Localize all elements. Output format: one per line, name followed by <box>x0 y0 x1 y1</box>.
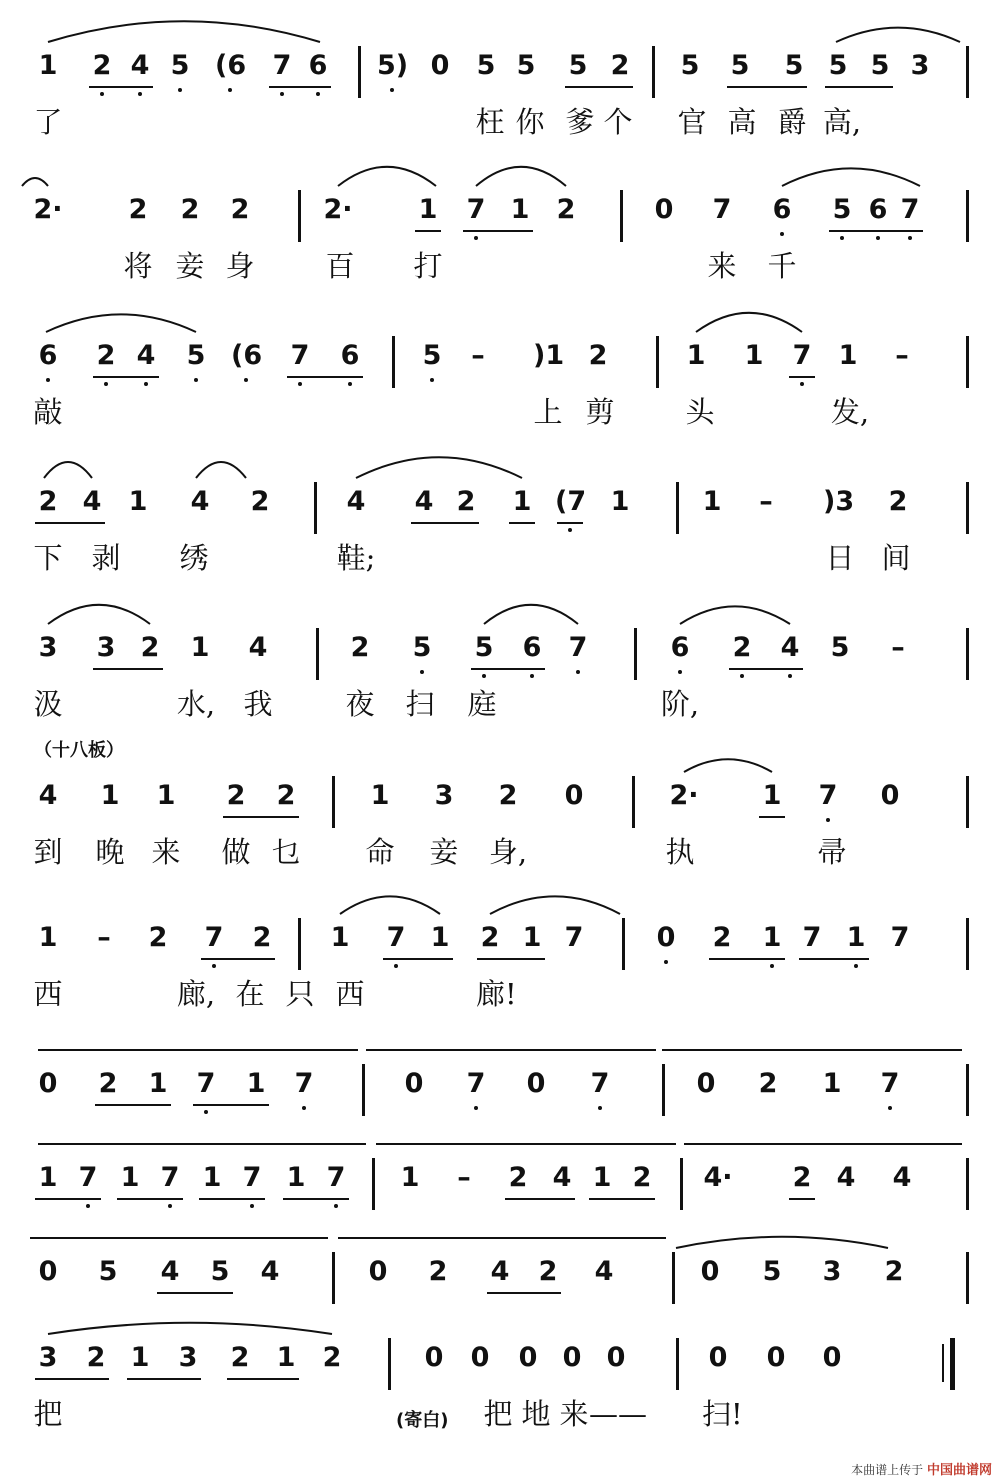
note: 4 <box>346 486 366 517</box>
note: 2 <box>128 194 148 225</box>
note: 1 <box>246 1068 266 1099</box>
note: 7 <box>818 780 838 811</box>
note: 7 <box>568 632 588 663</box>
lyric-syllable: 剥 <box>91 541 121 575</box>
lyric-syllable: 晚 <box>95 835 125 869</box>
note: 5 <box>568 50 588 81</box>
note: 2 <box>92 50 112 81</box>
slur-layer <box>0 482 1000 542</box>
slur-layer <box>0 628 1000 688</box>
note: 2 <box>230 1342 250 1373</box>
note: 2 <box>556 194 576 225</box>
lyric-syllable: 头 <box>685 395 715 429</box>
lyric-syllable: 了 <box>33 105 63 139</box>
music-system <box>0 628 1000 758</box>
note: 5 <box>476 50 496 81</box>
note: 0 <box>368 1256 388 1287</box>
note: 1 <box>846 922 866 953</box>
note: 0 <box>424 1342 444 1373</box>
note: 7 <box>890 922 910 953</box>
note: 3 <box>96 632 116 663</box>
note: 1 <box>38 1162 58 1193</box>
note: 2 <box>250 486 270 517</box>
note: 2 <box>322 1342 342 1373</box>
note: 2 <box>498 780 518 811</box>
lyric-syllable: 把 <box>483 1397 513 1431</box>
lyric-syllable: 汲 <box>33 687 63 721</box>
note: 4 <box>160 1256 180 1287</box>
note: 1 <box>822 1068 842 1099</box>
note: 0 <box>606 1342 626 1373</box>
note: 2 <box>140 632 160 663</box>
note: 5 <box>762 1256 782 1287</box>
note: 2 <box>86 1342 106 1373</box>
note: 1 <box>838 340 858 371</box>
note: 1 <box>418 194 438 225</box>
music-system <box>0 1338 1000 1468</box>
lyric-syllable: 庭 <box>467 687 497 721</box>
note: 3 <box>434 780 454 811</box>
lyric-syllable: 将 <box>123 249 153 283</box>
note: 5 <box>870 50 890 81</box>
note: 0 <box>822 1342 842 1373</box>
note: 7 <box>466 194 486 225</box>
music-system <box>0 482 1000 612</box>
note: – <box>97 922 111 953</box>
lyric-syllable: 爹 <box>565 105 595 139</box>
lyric-syllable: 我 <box>243 687 273 721</box>
note: 4 <box>38 780 58 811</box>
lyric-syllable: 爵 <box>777 105 807 139</box>
note: 2 <box>588 340 608 371</box>
note: 5 <box>680 50 700 81</box>
note: 0 <box>654 194 674 225</box>
watermark-upload-text: 本曲谱上传于 <box>851 1463 924 1477</box>
note: 1 <box>400 1162 420 1193</box>
note: 1 <box>148 1068 168 1099</box>
note: 7 <box>900 194 920 225</box>
note: 7 <box>78 1162 98 1193</box>
spoken-label: (寄白) <box>396 1410 449 1431</box>
lyric-syllable: 把 <box>33 1397 63 1431</box>
note: 7 <box>272 50 292 81</box>
note: 6 <box>868 194 888 225</box>
lyric-syllable: 上 <box>533 395 563 429</box>
lyric-syllable: 来 <box>559 1397 589 1431</box>
note: 1 <box>610 486 630 517</box>
note: 6 <box>772 194 792 225</box>
lyric-syllable: 妾 <box>429 835 459 869</box>
note: 4 <box>892 1162 912 1193</box>
note: 1 <box>38 922 58 953</box>
lyric-syllable: 来 <box>707 249 737 283</box>
note: 4 <box>190 486 210 517</box>
lyric-syllable: 廊, <box>176 977 216 1011</box>
lyric-syllable: 身, <box>488 835 528 869</box>
slur-layer <box>0 776 1000 836</box>
note: 4 <box>594 1256 614 1287</box>
note: 0 <box>700 1256 720 1287</box>
note: 2 <box>98 1068 118 1099</box>
note: 6 <box>670 632 690 663</box>
note: 1 <box>120 1162 140 1193</box>
note: – <box>471 340 485 371</box>
note: 7 <box>326 1162 346 1193</box>
note: 1 <box>100 780 120 811</box>
slur-layer <box>0 1064 1000 1124</box>
note: 3 <box>178 1342 198 1373</box>
note: 6 <box>308 50 328 81</box>
note: 7 <box>386 922 406 953</box>
lyric-syllable: 来 <box>151 835 181 869</box>
note: 1 <box>38 50 58 81</box>
lyric-syllable: 绣 <box>179 541 209 575</box>
note: 5 <box>422 340 442 371</box>
note: 4 <box>490 1256 510 1287</box>
lyric-syllable: —— <box>589 1397 647 1431</box>
note: 7 <box>294 1068 314 1099</box>
note: 5 <box>830 632 850 663</box>
note: 6 <box>38 340 58 371</box>
lyric-syllable: 枉 <box>475 105 505 139</box>
lyric-syllable: 发, <box>830 395 870 429</box>
note: 1 <box>762 922 782 953</box>
note: 5) <box>377 50 409 81</box>
note: 2 <box>230 194 250 225</box>
note: 2· <box>669 780 699 811</box>
note: 1 <box>522 922 542 953</box>
note: 2 <box>180 194 200 225</box>
lyric-syllable: 廊! <box>476 977 517 1011</box>
lyric-syllable: 西 <box>335 977 365 1011</box>
note: 4 <box>260 1256 280 1287</box>
lyric-syllable: 剪 <box>585 395 615 429</box>
lyric-syllable: 日 <box>825 541 855 575</box>
note: 7 <box>802 922 822 953</box>
note: 1 <box>512 486 532 517</box>
note: 7 <box>792 340 812 371</box>
note: 1 <box>202 1162 222 1193</box>
note: 5 <box>170 50 190 81</box>
slur-arc <box>684 759 772 772</box>
lyric-syllable: 鞋; <box>336 541 376 575</box>
note: 2 <box>508 1162 528 1193</box>
lyric-syllable: 身 <box>225 249 255 283</box>
lyric-syllable: 乜 <box>271 835 301 869</box>
slur-arc <box>22 178 48 186</box>
lyric-syllable: 百 <box>325 249 355 283</box>
note: 4 <box>136 340 156 371</box>
note: 5 <box>784 50 804 81</box>
note: 0 <box>708 1342 728 1373</box>
note: 0 <box>656 922 676 953</box>
note: 4· <box>703 1162 733 1193</box>
lyric-syllable: 打 <box>413 249 443 283</box>
lyric-syllable: 敲 <box>33 395 63 429</box>
note: 5 <box>832 194 852 225</box>
note: 1 <box>592 1162 612 1193</box>
note: – <box>891 632 905 663</box>
note: 3 <box>910 50 930 81</box>
note: 7 <box>204 922 224 953</box>
note: 1 <box>330 922 350 953</box>
lyric-syllable: 只 <box>285 977 315 1011</box>
note: 0 <box>766 1342 786 1373</box>
lyric-syllable: 扫 <box>405 687 435 721</box>
lyric-syllable: 个 <box>603 105 633 139</box>
note: 7 <box>466 1068 486 1099</box>
note: 2 <box>276 780 296 811</box>
note: 0 <box>564 780 584 811</box>
note: 5 <box>474 632 494 663</box>
note: 5 <box>210 1256 230 1287</box>
watermark-site-name: 中国曲谱网 <box>926 1463 992 1478</box>
note: 1 <box>156 780 176 811</box>
note: 3 <box>822 1256 842 1287</box>
note: 4 <box>414 486 434 517</box>
note: 2 <box>148 922 168 953</box>
watermark <box>851 1459 992 1478</box>
section-label: （十八板） <box>34 740 124 761</box>
note: 0 <box>38 1256 58 1287</box>
note: 1 <box>510 194 530 225</box>
note: 1 <box>130 1342 150 1373</box>
lyric-syllable: 帚 <box>817 835 847 869</box>
note: 7 <box>880 1068 900 1099</box>
note: 1 <box>286 1162 306 1193</box>
lyric-syllable: 命 <box>365 835 395 869</box>
slur-layer <box>0 336 1000 396</box>
note: 1 <box>702 486 722 517</box>
lyric-syllable: 地 <box>521 1397 551 1431</box>
lyric-syllable: 夜 <box>345 687 375 721</box>
lyric-syllable: 扫! <box>702 1397 743 1431</box>
note: 2 <box>792 1162 812 1193</box>
note: )3 <box>823 486 855 517</box>
lyric-syllable: 千 <box>767 249 797 283</box>
lyric-syllable: 在 <box>235 977 265 1011</box>
note: 7 <box>590 1068 610 1099</box>
note: )1 <box>533 340 565 371</box>
note: 5 <box>516 50 536 81</box>
slur-layer <box>0 1252 1000 1312</box>
note: 5 <box>186 340 206 371</box>
note: 3 <box>38 632 58 663</box>
music-system <box>0 918 1000 1048</box>
note: 6 <box>340 340 360 371</box>
slur-arc <box>48 21 320 42</box>
note: – <box>457 1162 471 1193</box>
note: 2 <box>480 922 500 953</box>
lyric-syllable: 你 <box>515 105 545 139</box>
lyric-syllable: 妾 <box>175 249 205 283</box>
note: 2 <box>758 1068 778 1099</box>
note: 4 <box>130 50 150 81</box>
note: 1 <box>686 340 706 371</box>
note: 5 <box>412 632 432 663</box>
slur-layer <box>0 190 1000 250</box>
music-system <box>0 336 1000 466</box>
note: 6 <box>522 632 542 663</box>
lyric-syllable: 官 <box>677 105 707 139</box>
note: 0 <box>696 1068 716 1099</box>
note: 3 <box>38 1342 58 1373</box>
lyric-syllable: 阶, <box>660 687 700 721</box>
lyric-syllable: 下 <box>33 541 63 575</box>
note: 4 <box>552 1162 572 1193</box>
note: 0 <box>38 1068 58 1099</box>
note: 0 <box>562 1342 582 1373</box>
note: 2 <box>884 1256 904 1287</box>
note: 7 <box>290 340 310 371</box>
note: (7 <box>555 486 587 517</box>
slur-layer <box>0 46 1000 106</box>
note: 1 <box>276 1342 296 1373</box>
note: 4 <box>82 486 102 517</box>
note: 2 <box>252 922 272 953</box>
note: 2 <box>428 1256 448 1287</box>
note: 0 <box>470 1342 490 1373</box>
note: 7 <box>242 1162 262 1193</box>
lyric-syllable: 高, <box>822 105 862 139</box>
note: 2 <box>456 486 476 517</box>
note: 1 <box>762 780 782 811</box>
note: 2 <box>610 50 630 81</box>
note: 7 <box>712 194 732 225</box>
note: 1 <box>744 340 764 371</box>
lyric-syllable: 高 <box>727 105 757 139</box>
note: – <box>759 486 773 517</box>
note: 2 <box>732 632 752 663</box>
note: 2 <box>226 780 246 811</box>
music-system <box>0 776 1000 906</box>
note: 4 <box>248 632 268 663</box>
note: 0 <box>526 1068 546 1099</box>
note: 2· <box>33 194 63 225</box>
note: 7 <box>564 922 584 953</box>
music-system <box>0 46 1000 176</box>
note: 2 <box>38 486 58 517</box>
lyric-syllable: 西 <box>33 977 63 1011</box>
note: 2 <box>632 1162 652 1193</box>
note: 2 <box>538 1256 558 1287</box>
note: – <box>895 340 909 371</box>
note: 2 <box>888 486 908 517</box>
note: 0 <box>518 1342 538 1373</box>
slur-arc <box>836 28 960 42</box>
music-system <box>0 190 1000 320</box>
note: 2 <box>712 922 732 953</box>
lyric-syllable: 水, <box>176 687 216 721</box>
slur-layer <box>0 918 1000 978</box>
lyric-syllable: 做 <box>221 835 251 869</box>
note: (6 <box>215 50 247 81</box>
note: 1 <box>430 922 450 953</box>
note: 7 <box>160 1162 180 1193</box>
note: 2 <box>350 632 370 663</box>
note: 5 <box>828 50 848 81</box>
lyric-syllable: 间 <box>881 541 911 575</box>
lyric-syllable: 到 <box>33 835 63 869</box>
note: 4 <box>836 1162 856 1193</box>
note: 5 <box>98 1256 118 1287</box>
note: 0 <box>430 50 450 81</box>
slur-layer <box>0 1158 1000 1218</box>
note: 1 <box>370 780 390 811</box>
note: 2 <box>96 340 116 371</box>
lyric-syllable: 执 <box>665 835 695 869</box>
slur-layer <box>0 1338 1000 1398</box>
note: (6 <box>231 340 263 371</box>
note: 7 <box>196 1068 216 1099</box>
note: 4 <box>780 632 800 663</box>
note: 0 <box>404 1068 424 1099</box>
note: 5 <box>730 50 750 81</box>
note: 1 <box>128 486 148 517</box>
note: 1 <box>190 632 210 663</box>
note: 0 <box>880 780 900 811</box>
note: 2· <box>323 194 353 225</box>
